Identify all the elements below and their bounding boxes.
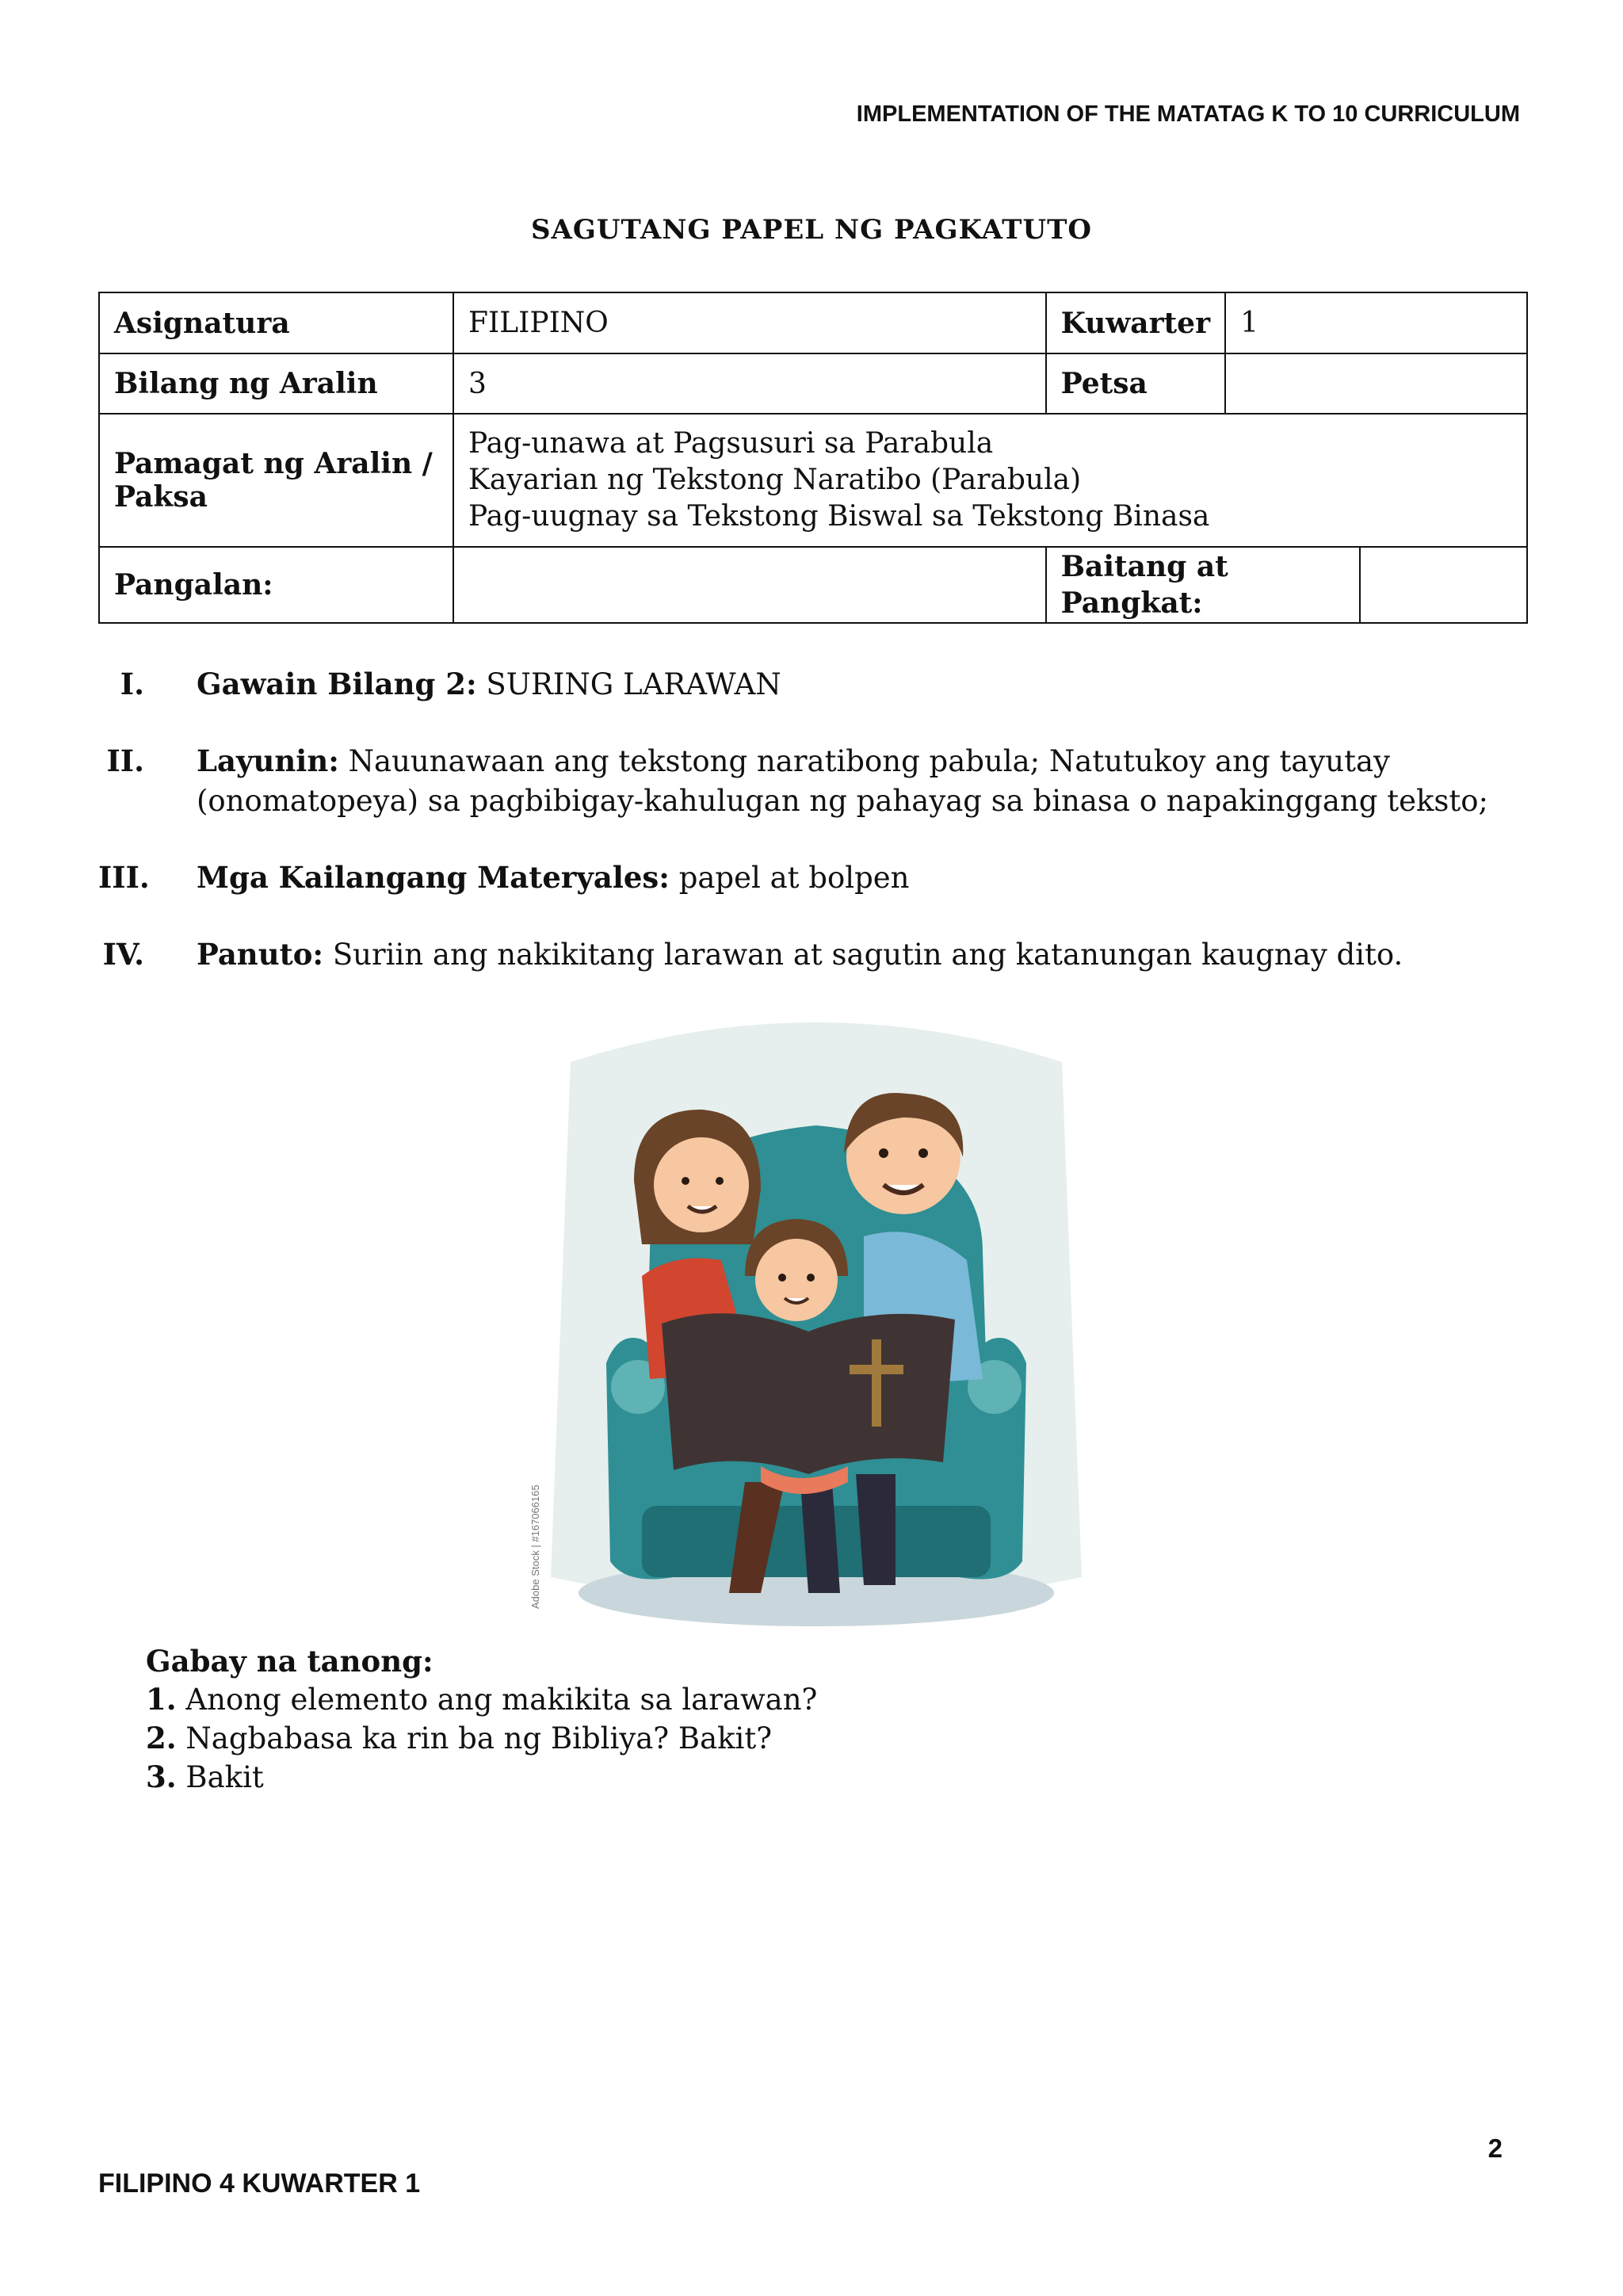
question-item bbox=[146, 1719, 817, 1758]
child-smile bbox=[785, 1298, 808, 1303]
petsa-field[interactable] bbox=[1225, 353, 1527, 414]
section-materyales bbox=[98, 858, 1528, 898]
activity-sections bbox=[98, 664, 1528, 1011]
guide-questions bbox=[146, 1642, 817, 1797]
aralin-value: 3 bbox=[453, 353, 1046, 414]
question-text: Anong elemento ang makikita sa larawan? bbox=[185, 1683, 818, 1717]
pangalan-field[interactable] bbox=[453, 547, 1046, 623]
section-number: I. bbox=[120, 667, 144, 701]
header-program: IMPLEMENTATION OF THE MATATAG K TO 10 CURRICULUM bbox=[856, 101, 1520, 127]
info-table bbox=[98, 292, 1528, 624]
mother-face bbox=[654, 1137, 749, 1232]
book-left-page bbox=[662, 1313, 808, 1474]
pamagat-label: Pamagat ng Aralin / Paksa bbox=[99, 414, 453, 547]
section-text: Nauunawaan ang tekstong naratibong pabula; Natutukoy ang tayutay (onomatopeya) sa pagbibigay-kahulugan ng pahayag sa binasa o napakinggang teksto; bbox=[197, 744, 1488, 818]
question-item bbox=[146, 1680, 817, 1719]
question-text: Bakit bbox=[185, 1760, 264, 1794]
footer-course: FILIPINO 4 KUWARTER 1 bbox=[98, 2168, 421, 2199]
child-eye bbox=[807, 1274, 815, 1282]
child-face bbox=[755, 1239, 838, 1321]
section-number: IV. bbox=[102, 937, 144, 972]
topic-line: Kayarian ng Tekstong Naratibo (Parabula) bbox=[468, 464, 1082, 496]
page-title: SAGUTANG PAPEL NG PAGKATUTO bbox=[530, 214, 1093, 246]
pamagat-topics bbox=[453, 414, 1527, 547]
asignatura-value: FILIPINO bbox=[453, 292, 1046, 353]
mother-eye bbox=[682, 1177, 689, 1185]
aralin-label: Bilang ng Aralin bbox=[99, 353, 453, 414]
section-text: papel at bolpen bbox=[678, 861, 910, 895]
page-number: 2 bbox=[1487, 2134, 1503, 2163]
family-reading-bible-illustration bbox=[523, 1007, 1109, 1633]
section-label: Mga Kailangang Materyales: bbox=[197, 860, 670, 895]
section-label: Layunin: bbox=[197, 743, 339, 778]
question-item bbox=[146, 1758, 817, 1797]
section-text: SURING LARAWAN bbox=[486, 667, 781, 701]
baitang-label: Baitang at Pangkat: bbox=[1046, 547, 1360, 623]
questions-title: Gabay na tanong: bbox=[146, 1644, 433, 1679]
mother-smile bbox=[688, 1206, 716, 1212]
asignatura-label: Asignatura bbox=[99, 292, 453, 353]
section-gawain bbox=[98, 664, 1528, 705]
section-layunin bbox=[98, 741, 1528, 821]
mother-eye bbox=[716, 1177, 724, 1185]
topic-line: Pag-unawa at Pagsusuri sa Parabula bbox=[468, 427, 994, 460]
petsa-label: Petsa bbox=[1046, 353, 1225, 414]
section-number: II. bbox=[106, 743, 144, 778]
section-label: Panuto: bbox=[197, 937, 324, 972]
child-eye bbox=[778, 1274, 786, 1282]
pangalan-label: Pangalan: bbox=[99, 547, 453, 623]
question-number: 3. bbox=[146, 1759, 177, 1794]
father-eye bbox=[918, 1148, 928, 1158]
cross-icon-bar bbox=[850, 1365, 903, 1374]
question-number: 2. bbox=[146, 1721, 177, 1755]
topic-line: Pag-uugnay sa Tekstong Biswal sa Tekstong Binasa bbox=[468, 500, 1210, 533]
section-label: Gawain Bilang 2: bbox=[197, 667, 477, 701]
section-panuto bbox=[98, 934, 1528, 975]
father-smile bbox=[884, 1185, 923, 1193]
section-number: III. bbox=[98, 860, 150, 895]
baitang-field[interactable] bbox=[1360, 547, 1527, 623]
kuwarter-value: 1 bbox=[1225, 292, 1527, 353]
kuwarter-label: Kuwarter bbox=[1046, 292, 1225, 353]
question-text: Nagbabasa ka rin ba ng Bibliya? Bakit? bbox=[185, 1721, 773, 1755]
illustration-watermark: Adobe Stock | #167066165 bbox=[529, 1484, 541, 1609]
book-right-page bbox=[808, 1314, 955, 1474]
father-eye bbox=[879, 1148, 888, 1158]
cross-icon bbox=[872, 1339, 881, 1427]
question-number: 1. bbox=[146, 1682, 177, 1717]
section-text: Suriin ang nakikitang larawan at sagutin ang katanungan kaugnay dito. bbox=[332, 938, 1403, 972]
